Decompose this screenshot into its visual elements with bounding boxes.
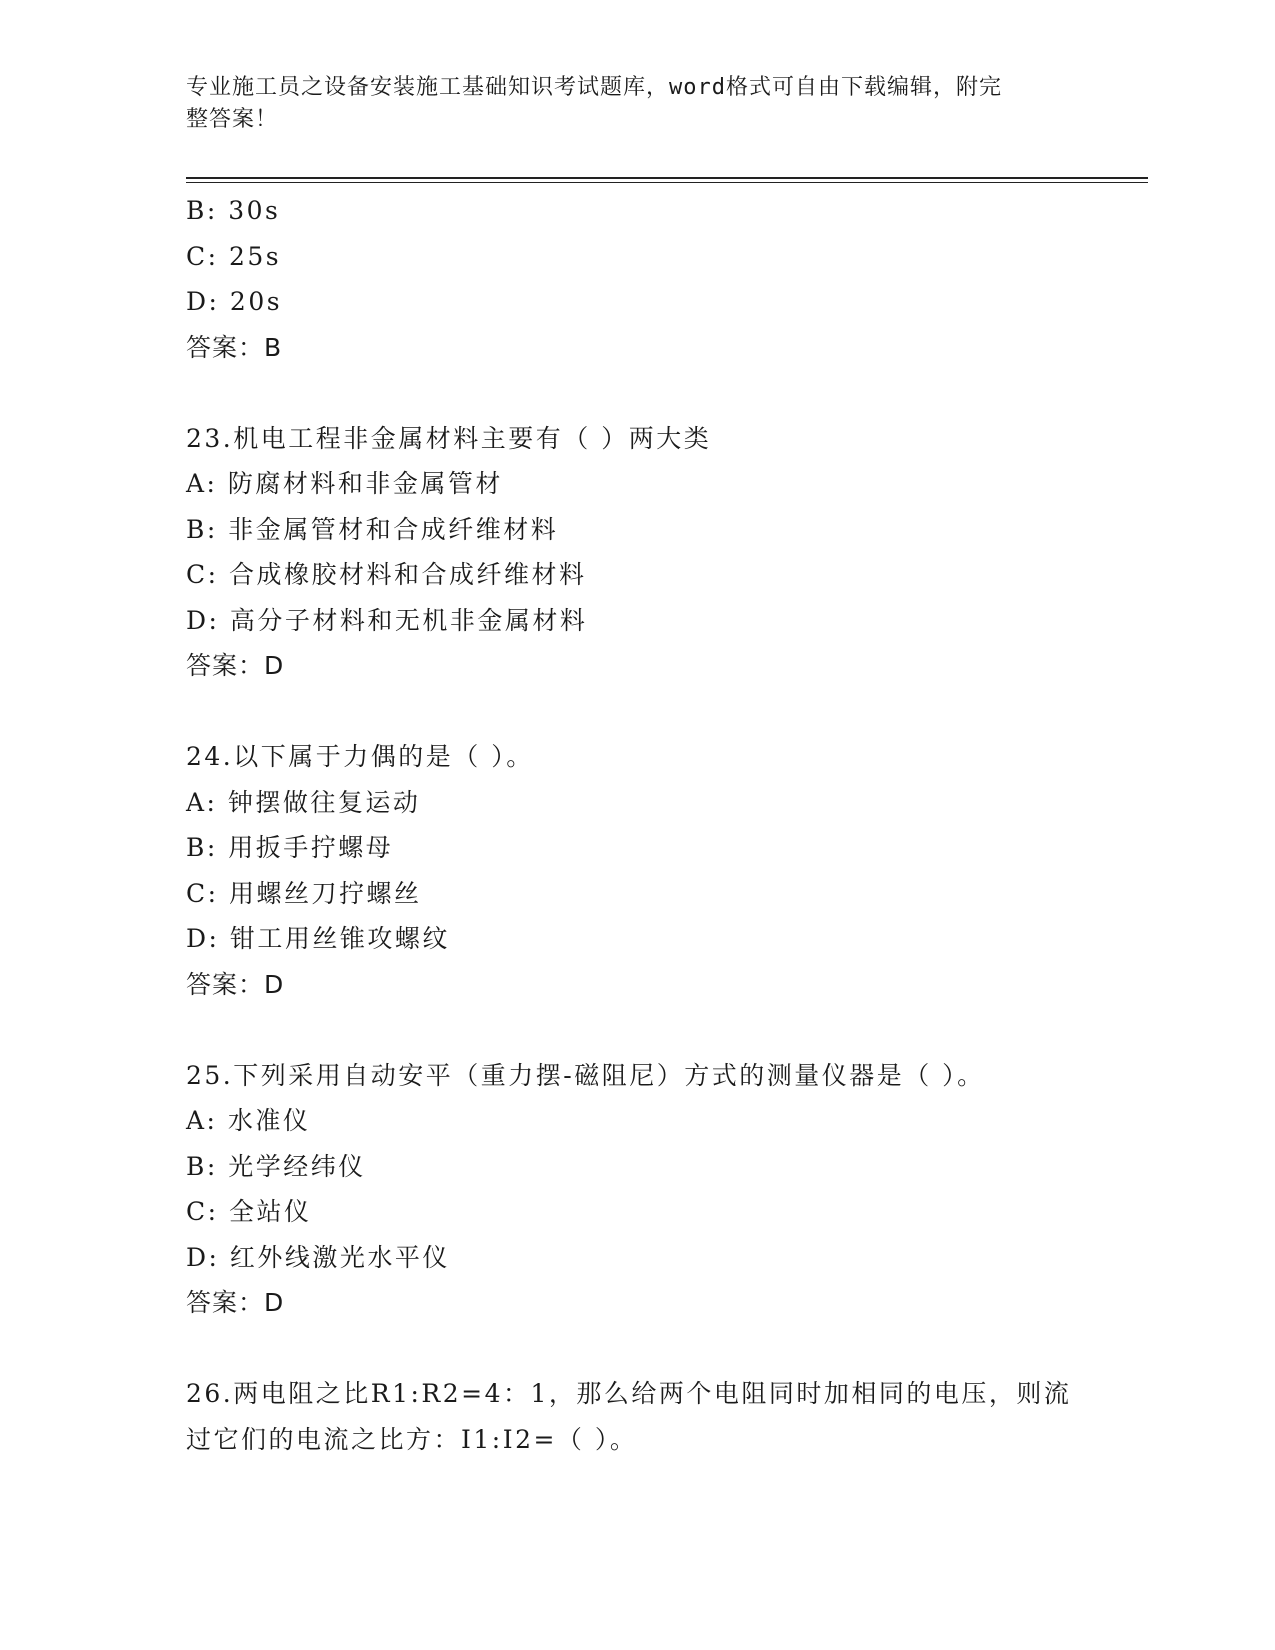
answer: 答案：D (186, 651, 285, 680)
question-text: 25.下列采用自动安平（重力摆-磁阻尼）方式的测量仪器是（ ）。 (186, 1060, 985, 1090)
option-b: B: 用扳手拧螺母 (186, 833, 394, 862)
option-b: B: 光学经纬仪 (186, 1151, 366, 1181)
answer: 答案：D (186, 969, 285, 999)
answer: 答案：B (186, 332, 283, 362)
question-list (186, 188, 1106, 1462)
spacer (186, 1326, 1106, 1372)
question-24 (186, 734, 1106, 1007)
question-26 (186, 1371, 1106, 1462)
option-c: C: 合成橡胶材料和合成纤维材料 (186, 560, 587, 589)
question-text: 24.以下属于力偶的是（ ）。 (186, 742, 534, 771)
header-rule-thick (186, 177, 1148, 179)
question-23 (186, 416, 1106, 689)
option-c: C: 全站仪 (186, 1197, 312, 1226)
option-d: D: 20s (186, 287, 283, 316)
header-rule-thin (186, 182, 1148, 183)
option-a: A: 防腐材料和非金属管材 (186, 469, 503, 498)
option-c: C: 25s (186, 241, 282, 271)
option-d: D: 红外线激光水平仪 (186, 1242, 450, 1272)
option-d: D: 高分子材料和无机非金属材料 (186, 605, 588, 635)
header-line-2: 整答案！ (186, 107, 279, 132)
option-b: B: 30s (186, 196, 281, 225)
question-text-line-2: 过它们的电流之比方：I1:I2=（ ）。 (186, 1424, 638, 1454)
spacer (186, 370, 1106, 416)
option-a: A: 水准仪 (186, 1106, 311, 1135)
question-25 (186, 1053, 1106, 1326)
question-22-tail (186, 188, 1106, 370)
option-c: C: 用螺丝刀拧螺丝 (186, 878, 422, 908)
option-d: D: 钳工用丝锥攻螺纹 (186, 924, 450, 953)
header-line-1: 专业施工员之设备安装施工基础知识考试题库，word格式可自由下载编辑，附完 (186, 75, 1002, 100)
answer: 答案：D (186, 1288, 285, 1317)
option-b: B: 非金属管材和合成纤维材料 (186, 514, 559, 544)
spacer (186, 689, 1106, 735)
question-text: 23.机电工程非金属材料主要有（ ）两大类 (186, 423, 712, 453)
question-text-line-1: 26.两电阻之比R1:R2=4：1，那么给两个电阻同时加相同的电压，则流 (186, 1379, 1072, 1408)
spacer (186, 1007, 1106, 1053)
option-a: A: 钟摆做往复运动 (186, 787, 421, 817)
document-header (186, 72, 1066, 136)
